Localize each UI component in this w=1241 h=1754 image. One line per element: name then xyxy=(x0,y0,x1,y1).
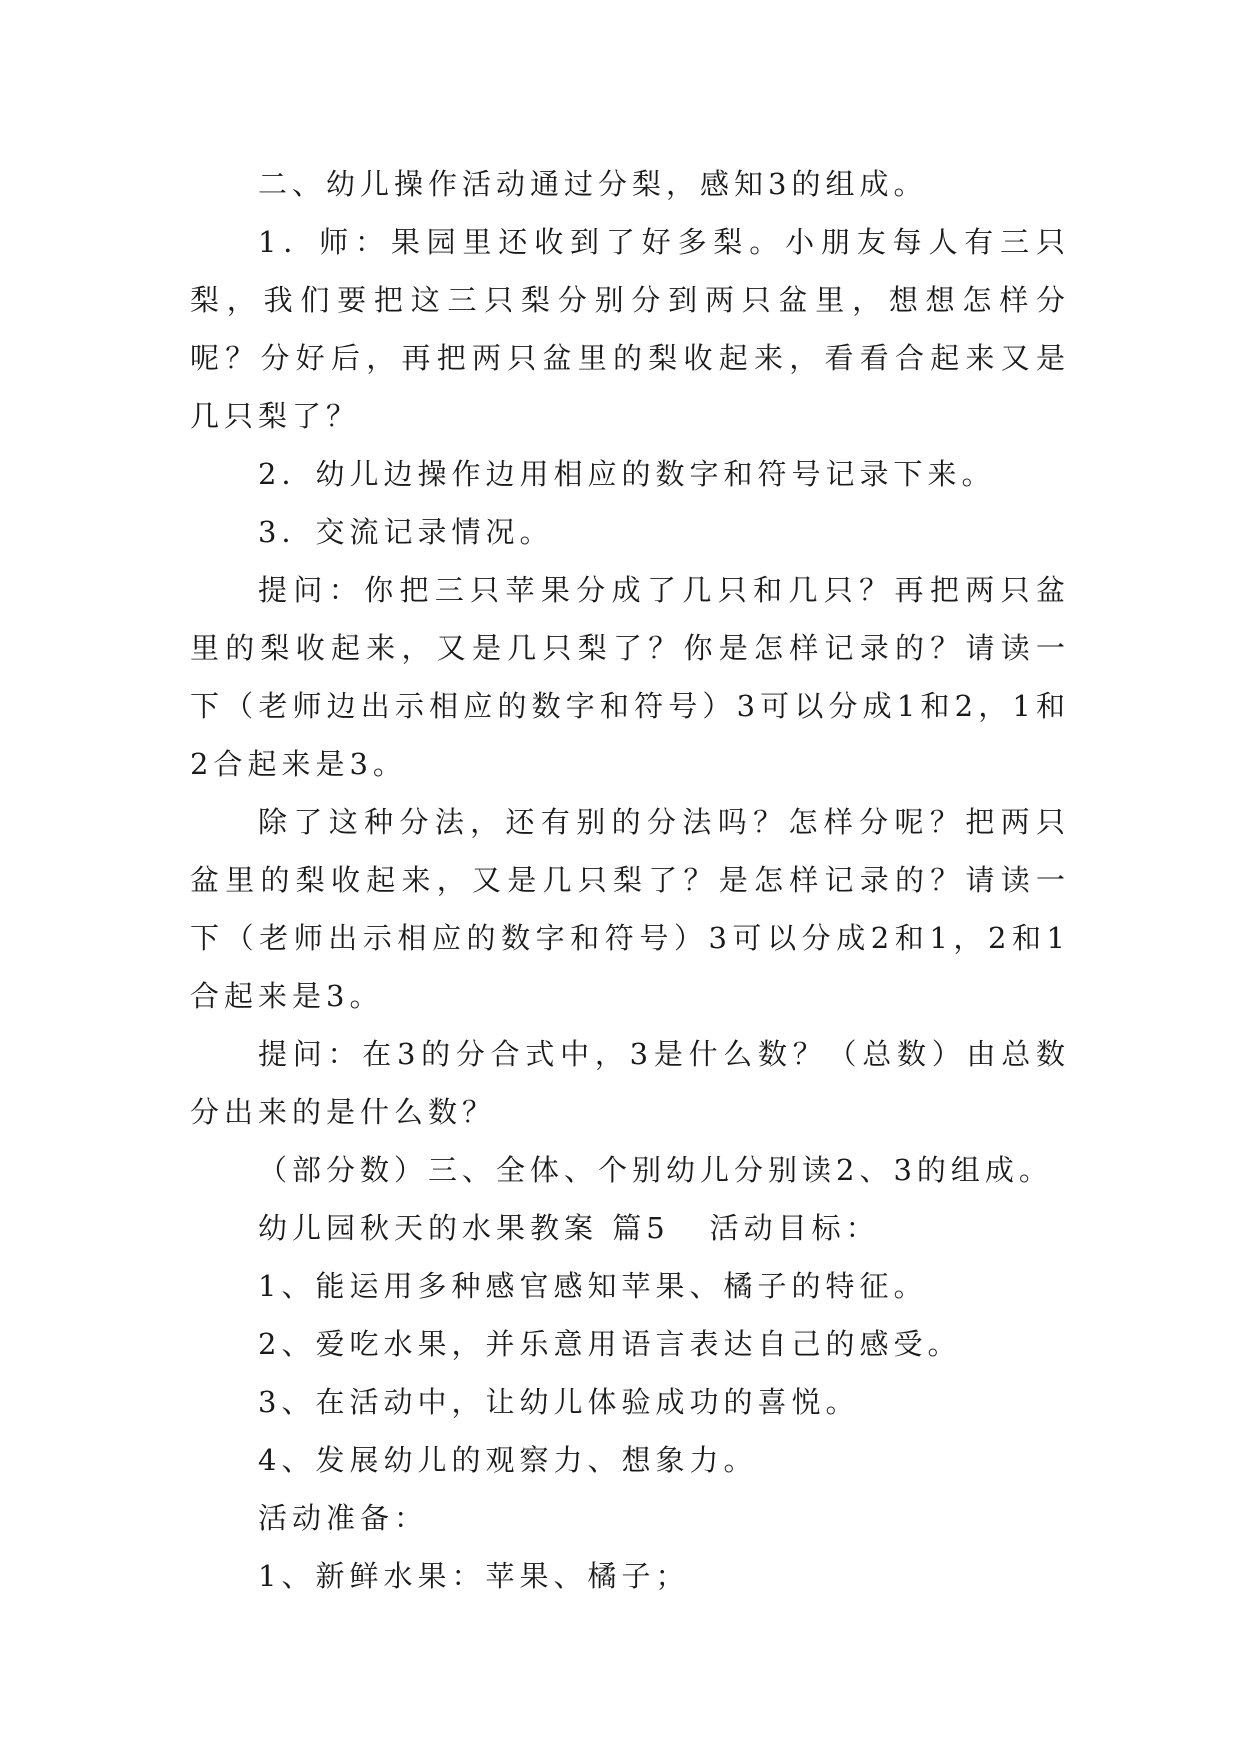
paragraph-question-2: 提问：在3的分合式中，3是什么数？（总数）由总数分出来的是什么数？ xyxy=(190,1037,1070,1129)
section-heading xyxy=(190,1199,1070,1257)
paragraph-other-method: 除了这种分法，还有别的分法吗？怎样分呢？把两只盆里的梨收起来，又是几只梨了？是怎样记录的？请读一下（老师出示相应的数字和符号）3可以分成2和1，2和1合起来是3。 xyxy=(190,805,1070,1013)
paragraph-question-1: 提问：你把三只苹果分成了几只和几只？再把两只盆里的梨收起来，又是几只梨了？你是怎样记录的？请读一下（老师边出示相应的数字和符号）3可以分成1和2，1和2合起来是3。 xyxy=(190,573,1070,781)
goal-item: 2、爱吃水果，并乐意用语言表达自己的感受。 xyxy=(258,1327,962,1361)
section-title: 幼儿园秋天的水果教案 篇5 xyxy=(258,1211,670,1245)
paragraph-step-1: 1．师：果园里还收到了好多梨。小朋友每人有三只梨，我们要把这三只梨分别分到两只盆里，想想怎样分呢？分好后，再把两只盆里的梨收起来，看看合起来又是几只梨了？ xyxy=(190,225,1070,433)
paragraph-step-3: 3．交流记录情况。 xyxy=(258,515,554,549)
document-body xyxy=(190,155,1070,1605)
paragraph-part-number: （部分数）三、全体、个别幼儿分别读2、3的组成。 xyxy=(258,1153,1053,1187)
goal-item: 3、在活动中，让幼儿体验成功的喜悦。 xyxy=(258,1385,860,1419)
preparation-item: 1、新鲜水果：苹果、橘子； xyxy=(258,1559,690,1593)
paragraph-operation-heading: 二、幼儿操作活动通过分梨，感知3的组成。 xyxy=(258,167,928,201)
paragraph-step-2: 2．幼儿边操作边用相应的数字和符号记录下来。 xyxy=(258,457,996,491)
preparation-heading: 活动准备： xyxy=(258,1501,429,1535)
goal-item: 1、能运用多种感官感知苹果、橘子的特征。 xyxy=(258,1269,928,1303)
goal-item: 4、发展幼儿的观察力、想象力。 xyxy=(258,1443,758,1477)
section-subtitle: 活动目标： xyxy=(709,1211,880,1245)
